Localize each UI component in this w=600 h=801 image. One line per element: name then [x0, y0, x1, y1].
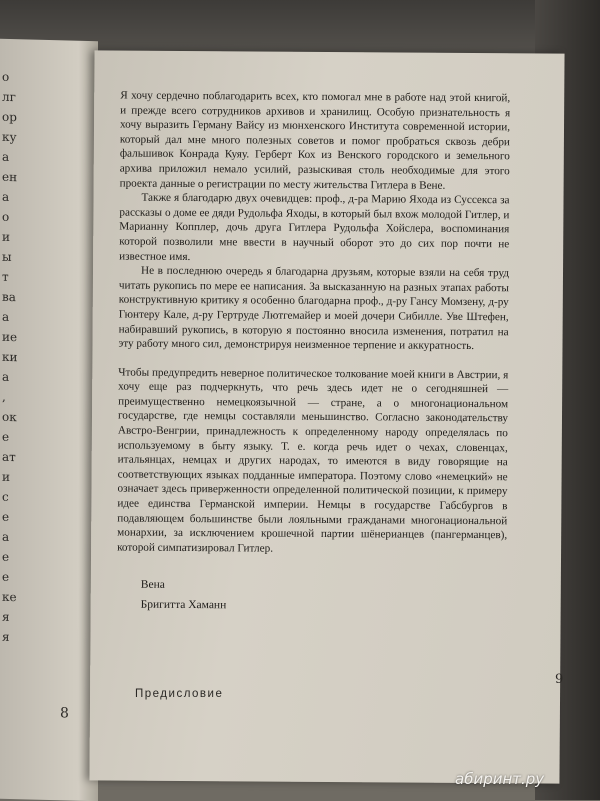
paragraph-acknowledgements-archives: Я хочу сердечно поблагодарить всех, кто помогал мне в работе над этой книгой, и прежде всего сотрудников архивов и хранилищ. Особую признательность я хочу выразить Герману Вайсу из мюнхенского Института современной истории, который дал мне много полезных советов и помог пробраться сквозь дебри фальшивок Конрада Куяу. Герберт Кох из Венского городского и земельного архива приложил немало усилий, разыскивая столь необходимые для этого проекта данные о регистрации по месту жительства Гитлера в Вене. — [119, 89, 511, 192]
left-page-fragment: а — [2, 189, 10, 204]
left-page-fragment: ы — [2, 249, 12, 265]
left-page — [0, 39, 98, 801]
watermark-logo: абиринт.ру — [455, 770, 545, 788]
left-page-fragment: ие — [2, 329, 18, 345]
left-page-fragment: а — [2, 369, 10, 384]
left-page-fragment: е — [2, 509, 10, 524]
left-page-fragment: и — [2, 469, 10, 484]
left-page-fragment: я — [2, 609, 10, 624]
left-page-fragment: , — [2, 389, 6, 404]
left-page-fragment: а — [2, 309, 10, 324]
left-page-fragment: с — [2, 489, 9, 504]
left-page-fragment: е — [2, 429, 10, 444]
paragraph-acknowledgements-friends: Не в последнюю очередь я благодарна друзьям, которые взяли на себя труд читать рукопись по мере ее написания. За высказанную на разных этапах работы конструктивную критику я особенно благодарна проф., д-ру Гансу Момзену, д-ру Гюнтеру Кале, д-ру Гертруде Лютгемайер и моей дочери Сибилле. Уве Штефен, набиравший рукопись, в которую я постоянно вносила изменения, потратил на эту работу много сил, демонстрируя неизменное терпение и аккуратность. — [118, 264, 510, 353]
left-page-fragment: а — [2, 149, 10, 164]
left-page-fragment: о — [2, 69, 10, 84]
footer-section-label: Предисловие — [135, 688, 224, 700]
left-page-fragment: е — [2, 569, 10, 584]
signature-block — [117, 577, 507, 616]
right-page-number: 9 — [555, 672, 564, 687]
paragraph-acknowledgements-witnesses: Также я благодарю двух очевидцев: проф., д-ра Марию Яхода из Суссекса за рассказы о доме ее дяди Рудольфа Яходы, в который был вхож молодой Гитлер, и Марианну Копплер, дочь друга Гитлера Рудольфа Хойслера, воспоминания которой позволили мне ввести в научный оборот это до сих пор почти не известное имя. — [119, 191, 510, 263]
left-page-fragment: ок — [2, 409, 17, 425]
signature-author: Бригитта Хаманн — [140, 599, 227, 612]
signature-city: Вена — [140, 579, 165, 592]
left-page-fragment: а — [2, 529, 10, 544]
left-page-fragment: т — [2, 269, 9, 284]
left-page-fragment: ен — [2, 169, 18, 185]
left-page-fragment: ки — [2, 349, 18, 365]
left-page-fragment: о — [2, 209, 10, 224]
left-page-fragment: лг — [2, 89, 16, 105]
left-page-fragment: и — [2, 229, 10, 244]
right-page — [89, 50, 564, 783]
left-page-fragment: ат — [2, 449, 16, 465]
left-page-fragment: ор — [2, 109, 17, 125]
left-page-fragment: ку — [2, 129, 17, 145]
page-body — [117, 89, 511, 620]
left-page-fragment: ва — [2, 289, 16, 305]
left-page-fragment: е — [2, 549, 10, 564]
paragraph-political-note: Чтобы предупредить неверное политическое толкование моей книги в Австрии, я хочу еще раз подчеркнуть, что речь здесь идет не о сегодняшней — преимущественно немецкоязычной — стране, а о многонациональном государстве, где немцы составляли меньшинство. Согласно законодательству Австро-Венгрии, принадлежность к определенному народу определялась по используемому в быту языку. Т. е. когда речь идет о чехах, словенцах, итальянцах, немцах и других народах, то имеются в виду говорящие на соответствующих языках подданные императора. Поэтому слово «немецкий» не означает здесь приверженности определенной политической позиции, к примеру идее единства Германской империи. Немцы в государстве Габсбургов в подавляющем большинстве были лояльными гражданами многонациональной монархии, за исключением крошечной партии шёнерианцев (пангерманцев), которой симпатизировал Гитлер. — [117, 366, 509, 555]
left-page-fragment: я — [2, 629, 10, 644]
left-page-fragment: ке — [2, 589, 17, 605]
left-page-number: 8 — [60, 705, 69, 722]
